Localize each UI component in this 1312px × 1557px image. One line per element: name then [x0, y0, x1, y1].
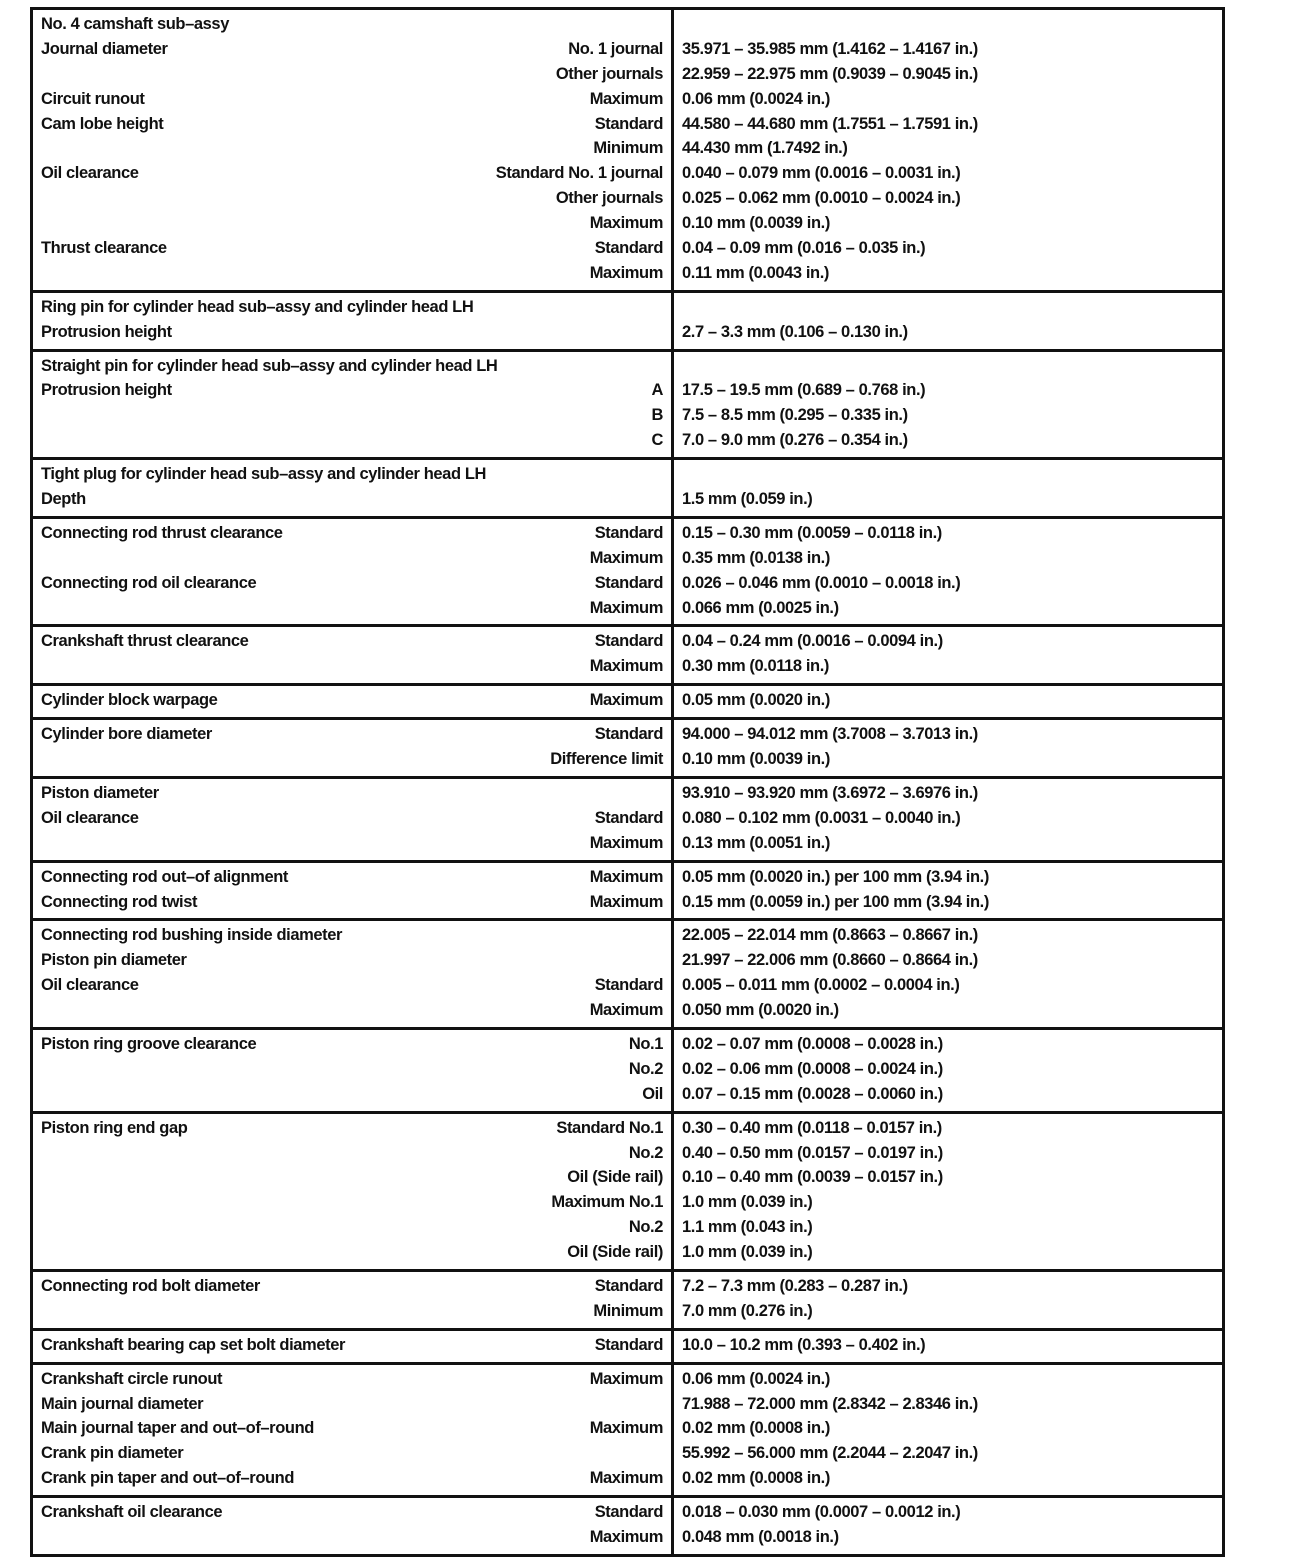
spec-value-line — [682, 1367, 1214, 1392]
spec-value-cell — [673, 1497, 1224, 1556]
spec-line — [41, 923, 663, 948]
spec-line — [41, 1441, 663, 1466]
spec-value: 0.025 – 0.062 mm (0.0010 – 0.0024 in.) — [682, 189, 961, 208]
spec-line — [41, 1190, 663, 1215]
spec-value-line — [682, 1215, 1214, 1240]
spec-line — [41, 403, 663, 428]
spec-value-line — [682, 629, 1214, 654]
spec-item-label: Oil clearance — [41, 976, 139, 995]
spec-section — [32, 685, 1224, 719]
spec-condition-label: B — [651, 406, 663, 425]
spec-value: 0.040 – 0.079 mm (0.0016 – 0.0031 in.) — [682, 164, 961, 183]
spec-item-label: Circuit runout — [41, 89, 145, 108]
spec-value-cell — [673, 291, 1224, 350]
spec-section — [32, 1497, 1224, 1556]
spec-value: 22.005 – 22.014 mm (0.8663 – 0.8667 in.) — [682, 926, 978, 945]
spec-condition-label: Standard — [594, 1276, 663, 1295]
spec-line — [41, 1416, 663, 1441]
spec-value-line — [682, 211, 1214, 236]
spec-label-cell — [32, 1329, 673, 1363]
spec-value: 0.10 mm (0.0039 in.) — [682, 750, 830, 769]
spec-value-line — [682, 37, 1214, 62]
spec-value-line — [682, 1057, 1214, 1082]
spec-label-cell — [32, 685, 673, 719]
spec-value-line — [682, 62, 1214, 87]
spec-value-cell — [673, 626, 1224, 685]
spec-value-cell — [673, 685, 1224, 719]
spec-line — [41, 948, 663, 973]
spec-item-label: Piston ring end gap — [41, 1118, 188, 1137]
spec-value-line — [682, 487, 1214, 512]
spec-label-cell — [32, 920, 673, 1029]
spec-line — [41, 1500, 663, 1525]
spec-value: 1.1 mm (0.043 in.) — [682, 1218, 813, 1237]
spec-item-label: Depth — [41, 490, 86, 509]
spec-value-line — [682, 1240, 1214, 1265]
spec-line — [41, 320, 663, 345]
spec-section — [32, 291, 1224, 350]
spec-line — [41, 37, 663, 62]
spec-value-line — [682, 1165, 1214, 1190]
spec-value: 0.15 mm (0.0059 in.) per 100 mm (3.94 in.) — [682, 892, 989, 911]
spec-value-line — [682, 1392, 1214, 1417]
spec-item-label: Connecting rod bushing inside diameter — [41, 926, 343, 945]
spec-value-line — [682, 320, 1214, 345]
spec-value: 1.0 mm (0.039 in.) — [682, 1193, 813, 1212]
spec-value-line — [682, 923, 1214, 948]
spec-condition-label: Oil — [642, 1084, 663, 1103]
spec-value-line — [682, 1525, 1214, 1550]
spec-section — [32, 9, 1224, 292]
spec-value: 0.40 – 0.50 mm (0.0157 – 0.0197 in.) — [682, 1143, 943, 1162]
spec-value: 94.000 – 94.012 mm (3.7008 – 3.7013 in.) — [682, 725, 978, 744]
spec-item-label: Ring pin for cylinder head sub–assy and cylinder head LH — [41, 297, 474, 316]
spec-value: 0.10 – 0.40 mm (0.0039 – 0.0157 in.) — [682, 1168, 943, 1187]
spec-line — [41, 629, 663, 654]
spec-line — [41, 1525, 663, 1550]
spec-value-line — [682, 428, 1214, 453]
spec-condition-label: Maximum No.1 — [551, 1193, 663, 1212]
spec-line — [41, 1141, 663, 1166]
spec-line — [41, 1032, 663, 1057]
spec-line — [41, 831, 663, 856]
spec-line — [41, 1392, 663, 1417]
spec-value-line — [682, 831, 1214, 856]
spec-value-line — [682, 948, 1214, 973]
spec-line — [41, 1274, 663, 1299]
spec-section — [32, 459, 1224, 518]
specification-table-body — [32, 9, 1224, 1556]
spec-line — [41, 487, 663, 512]
spec-line — [41, 236, 663, 261]
spec-value: 44.430 mm (1.7492 in.) — [682, 139, 848, 158]
spec-section — [32, 1329, 1224, 1363]
spec-value-line — [682, 136, 1214, 161]
spec-value: 7.5 – 8.5 mm (0.295 – 0.335 in.) — [682, 406, 908, 425]
spec-value-line — [682, 722, 1214, 747]
spec-item-label: Crank pin diameter — [41, 1444, 184, 1463]
spec-condition-label: Standard — [594, 632, 663, 651]
spec-value-cell — [673, 1329, 1224, 1363]
spec-condition-label: No.2 — [628, 1143, 663, 1162]
spec-line — [41, 1057, 663, 1082]
spec-line — [41, 890, 663, 915]
spec-line — [41, 462, 663, 487]
spec-value-line — [682, 1466, 1214, 1491]
spec-value-line — [682, 1274, 1214, 1299]
spec-condition-label: Maximum — [589, 867, 663, 886]
spec-line — [41, 378, 663, 403]
spec-section — [32, 517, 1224, 626]
spec-value-cell — [673, 719, 1224, 778]
spec-condition-label: C — [651, 431, 663, 450]
spec-line — [41, 571, 663, 596]
spec-value: 17.5 – 19.5 mm (0.689 – 0.768 in.) — [682, 381, 926, 400]
spec-item-label: Piston pin diameter — [41, 951, 187, 970]
spec-value-line — [682, 521, 1214, 546]
spec-value-cell — [673, 9, 1224, 292]
spec-item-label: Journal diameter — [41, 39, 168, 58]
spec-line — [41, 261, 663, 286]
spec-item-label: Tight plug for cylinder head sub–assy and cylinder head LH — [41, 465, 487, 484]
spec-line — [41, 722, 663, 747]
spec-value-line — [682, 462, 1214, 487]
spec-value: 55.992 – 56.000 mm (2.2044 – 2.2047 in.) — [682, 1444, 978, 1463]
spec-value-cell — [673, 459, 1224, 518]
spec-value: 0.02 mm (0.0008 in.) — [682, 1419, 830, 1438]
spec-condition-label: Maximum — [589, 657, 663, 676]
spec-label-cell — [32, 9, 673, 292]
spec-line — [41, 865, 663, 890]
spec-label-cell — [32, 291, 673, 350]
spec-value: 1.5 mm (0.059 in.) — [682, 490, 813, 509]
spec-value: 0.30 mm (0.0118 in.) — [682, 657, 830, 676]
spec-condition-label: Maximum — [589, 214, 663, 233]
spec-value: 0.07 – 0.15 mm (0.0028 – 0.0060 in.) — [682, 1084, 943, 1103]
spec-value: 7.2 – 7.3 mm (0.283 – 0.287 in.) — [682, 1276, 908, 1295]
spec-item-label: Cylinder block warpage — [41, 691, 218, 710]
spec-value: 7.0 mm (0.276 in.) — [682, 1301, 813, 1320]
spec-label-cell — [32, 517, 673, 626]
spec-value: 1.0 mm (0.039 in.) — [682, 1243, 813, 1262]
spec-value: 0.04 – 0.24 mm (0.0016 – 0.0094 in.) — [682, 632, 943, 651]
spec-item-label: Piston diameter — [41, 783, 159, 802]
spec-line — [41, 1165, 663, 1190]
spec-condition-label: Standard — [594, 523, 663, 542]
spec-condition-label: Standard — [594, 808, 663, 827]
spec-value: 21.997 – 22.006 mm (0.8660 – 0.8664 in.) — [682, 951, 978, 970]
spec-condition-label: Other journals — [555, 64, 663, 83]
spec-section — [32, 1270, 1224, 1329]
spec-condition-label: No. 1 journal — [568, 39, 663, 58]
spec-item-label: Connecting rod oil clearance — [41, 573, 257, 592]
spec-value-line — [682, 806, 1214, 831]
spec-line — [41, 806, 663, 831]
spec-value-cell — [673, 861, 1224, 920]
spec-line — [41, 1240, 663, 1265]
spec-value-line — [682, 261, 1214, 286]
spec-value: 0.30 – 0.40 mm (0.0118 – 0.0157 in.) — [682, 1118, 942, 1137]
spec-value-line — [682, 1500, 1214, 1525]
spec-value-line — [682, 1032, 1214, 1057]
spec-condition-label: Standard — [594, 573, 663, 592]
spec-condition-label: Maximum — [589, 691, 663, 710]
spec-condition-label: No.1 — [628, 1034, 663, 1053]
spec-item-label: Thrust clearance — [41, 239, 167, 258]
spec-section — [32, 1112, 1224, 1270]
spec-line — [41, 546, 663, 571]
spec-line — [41, 161, 663, 186]
spec-line — [41, 973, 663, 998]
spec-line — [41, 596, 663, 621]
spec-line — [41, 1082, 663, 1107]
spec-value: 44.580 – 44.680 mm (1.7551 – 1.7591 in.) — [682, 114, 978, 133]
spec-section — [32, 626, 1224, 685]
spec-value: 71.988 – 72.000 mm (2.8342 – 2.8346 in.) — [682, 1394, 978, 1413]
spec-value-line — [682, 112, 1214, 137]
spec-value: 0.06 mm (0.0024 in.) — [682, 1369, 830, 1388]
spec-value-cell — [673, 1270, 1224, 1329]
spec-line — [41, 688, 663, 713]
spec-section — [32, 719, 1224, 778]
spec-section — [32, 920, 1224, 1029]
spec-condition-label: Standard — [594, 1503, 663, 1522]
spec-value: 0.15 – 0.30 mm (0.0059 – 0.0118 in.) — [682, 523, 942, 542]
spec-condition-label: Maximum — [589, 833, 663, 852]
spec-condition-label: Oil (Side rail) — [567, 1243, 663, 1262]
spec-label-cell — [32, 777, 673, 861]
spec-condition-label: No.2 — [628, 1059, 663, 1078]
spec-value-line — [682, 571, 1214, 596]
spec-label-cell — [32, 719, 673, 778]
spec-line — [41, 1116, 663, 1141]
spec-value-line — [682, 596, 1214, 621]
spec-item-label: Crankshaft circle runout — [41, 1369, 223, 1388]
spec-value: 22.959 – 22.975 mm (0.9039 – 0.9045 in.) — [682, 64, 978, 83]
spec-value-line — [682, 1441, 1214, 1466]
spec-item-label: Main journal taper and out–of–round — [41, 1419, 314, 1438]
spec-label-cell — [32, 1497, 673, 1556]
spec-line — [41, 747, 663, 772]
spec-condition-label: Standard — [594, 1335, 663, 1354]
spec-condition-label: Maximum — [589, 1419, 663, 1438]
spec-value-line — [682, 186, 1214, 211]
spec-value: 0.080 – 0.102 mm (0.0031 – 0.0040 in.) — [682, 808, 961, 827]
spec-line — [41, 781, 663, 806]
spec-line — [41, 354, 663, 379]
spec-value-line — [682, 747, 1214, 772]
spec-item-label: Oil clearance — [41, 164, 139, 183]
spec-value: 0.026 – 0.046 mm (0.0010 – 0.0018 in.) — [682, 573, 961, 592]
spec-value-line — [682, 236, 1214, 261]
spec-value: 0.11 mm (0.0043 in.) — [682, 263, 830, 282]
spec-value-line — [682, 295, 1214, 320]
spec-line — [41, 654, 663, 679]
spec-condition-label: Standard — [594, 976, 663, 995]
spec-line — [41, 1333, 663, 1358]
spec-line — [41, 136, 663, 161]
spec-section — [32, 350, 1224, 459]
spec-item-label: Main journal diameter — [41, 1394, 204, 1413]
spec-line — [41, 1466, 663, 1491]
spec-condition-label: A — [651, 381, 663, 400]
spec-value-line — [682, 1416, 1214, 1441]
spec-line — [41, 998, 663, 1023]
spec-value: 0.05 mm (0.0020 in.) per 100 mm (3.94 in.) — [682, 867, 989, 886]
spec-value: 93.910 – 93.920 mm (3.6972 – 3.6976 in.) — [682, 783, 978, 802]
spec-value: 0.005 – 0.011 mm (0.0002 – 0.0004 in.) — [682, 976, 960, 995]
spec-item-label: Connecting rod out–of alignment — [41, 867, 288, 886]
spec-value-line — [682, 1116, 1214, 1141]
spec-value-line — [682, 1299, 1214, 1324]
spec-value-line — [682, 1190, 1214, 1215]
spec-value-cell — [673, 1028, 1224, 1112]
spec-condition-label: Maximum — [589, 892, 663, 911]
spec-label-cell — [32, 350, 673, 459]
spec-label-cell — [32, 861, 673, 920]
spec-condition-label: Minimum — [593, 1301, 663, 1320]
spec-condition-label: Maximum — [589, 1469, 663, 1488]
spec-value: 7.0 – 9.0 mm (0.276 – 0.354 in.) — [682, 431, 908, 450]
spec-value: 0.018 – 0.030 mm (0.0007 – 0.0012 in.) — [682, 1503, 961, 1522]
spec-value-line — [682, 403, 1214, 428]
spec-value-cell — [673, 350, 1224, 459]
spec-value: 0.35 mm (0.0138 in.) — [682, 548, 830, 567]
spec-item-label: Crank pin taper and out–of–round — [41, 1469, 295, 1488]
spec-value-line — [682, 161, 1214, 186]
spec-value: 0.048 mm (0.0018 in.) — [682, 1527, 839, 1546]
spec-condition-label: Standard — [594, 114, 663, 133]
spec-item-label: Crankshaft thrust clearance — [41, 632, 249, 651]
spec-value-line — [682, 1333, 1214, 1358]
spec-label-cell — [32, 459, 673, 518]
spec-condition-label: No.2 — [628, 1218, 663, 1237]
spec-label-cell — [32, 1112, 673, 1270]
spec-value: 10.0 – 10.2 mm (0.393 – 0.402 in.) — [682, 1335, 926, 1354]
spec-value-cell — [673, 1112, 1224, 1270]
spec-value: 35.971 – 35.985 mm (1.4162 – 1.4167 in.) — [682, 39, 978, 58]
spec-value: 0.02 mm (0.0008 in.) — [682, 1469, 830, 1488]
spec-item-label: Connecting rod bolt diameter — [41, 1276, 260, 1295]
spec-condition-label: Maximum — [589, 263, 663, 282]
spec-line — [41, 211, 663, 236]
spec-condition-label: Difference limit — [550, 750, 663, 769]
spec-condition-label: Maximum — [589, 1001, 663, 1020]
spec-line — [41, 1299, 663, 1324]
spec-line — [41, 295, 663, 320]
spec-item-label: Connecting rod thrust clearance — [41, 523, 283, 542]
spec-value-cell — [673, 1363, 1224, 1496]
spec-condition-label: Maximum — [589, 1527, 663, 1546]
spec-value-line — [682, 890, 1214, 915]
spec-section — [32, 1028, 1224, 1112]
spec-condition-label: Oil (Side rail) — [567, 1168, 663, 1187]
spec-condition-label: Standard — [594, 239, 663, 258]
spec-value-line — [682, 1082, 1214, 1107]
spec-value-line — [682, 87, 1214, 112]
spec-line — [41, 428, 663, 453]
spec-condition-label: Minimum — [593, 139, 663, 158]
spec-line — [41, 87, 663, 112]
spec-section — [32, 861, 1224, 920]
spec-value: 0.02 – 0.06 mm (0.0008 – 0.0024 in.) — [682, 1059, 943, 1078]
spec-item-label: Straight pin for cylinder head sub–assy and cylinder head LH — [41, 356, 498, 375]
specification-table — [30, 7, 1225, 1557]
spec-value-line — [682, 12, 1214, 37]
spec-condition-label: Maximum — [589, 89, 663, 108]
spec-value-cell — [673, 777, 1224, 861]
spec-line — [41, 112, 663, 137]
spec-item-label: Connecting rod twist — [41, 892, 198, 911]
spec-condition-label: Maximum — [589, 548, 663, 567]
spec-line — [41, 1367, 663, 1392]
spec-value-line — [682, 998, 1214, 1023]
spec-condition-label: Standard No. 1 journal — [495, 164, 663, 183]
spec-value: 0.13 mm (0.0051 in.) — [682, 833, 830, 852]
spec-condition-label: Standard — [594, 725, 663, 744]
spec-value-cell — [673, 920, 1224, 1029]
spec-value-line — [682, 546, 1214, 571]
spec-value: 0.02 – 0.07 mm (0.0008 – 0.0028 in.) — [682, 1034, 943, 1053]
spec-value: 2.7 – 3.3 mm (0.106 – 0.130 in.) — [682, 322, 908, 341]
spec-item-label: Oil clearance — [41, 808, 139, 827]
spec-value-cell — [673, 517, 1224, 626]
spec-line — [41, 62, 663, 87]
spec-value-line — [682, 354, 1214, 379]
spec-label-cell — [32, 626, 673, 685]
spec-line — [41, 186, 663, 211]
spec-item-label: Protrusion height — [41, 322, 172, 341]
spec-value-line — [682, 1141, 1214, 1166]
spec-item-label: Protrusion height — [41, 381, 172, 400]
spec-condition-label: Maximum — [589, 1369, 663, 1388]
spec-condition-label: Standard No.1 — [556, 1118, 663, 1137]
spec-line — [41, 12, 663, 37]
spec-value: 0.10 mm (0.0039 in.) — [682, 214, 830, 233]
spec-label-cell — [32, 1270, 673, 1329]
spec-line — [41, 1215, 663, 1240]
spec-label-cell — [32, 1363, 673, 1496]
spec-value-line — [682, 688, 1214, 713]
spec-item-label: No. 4 camshaft sub–assy — [41, 15, 229, 33]
spec-value: 0.05 mm (0.0020 in.) — [682, 691, 830, 710]
spec-label-cell — [32, 1028, 673, 1112]
spec-value: 0.066 mm (0.0025 in.) — [682, 598, 839, 617]
spec-value: 0.04 – 0.09 mm (0.016 – 0.035 in.) — [682, 239, 926, 258]
spec-item-label: Piston ring groove clearance — [41, 1034, 257, 1053]
spec-section — [32, 1363, 1224, 1496]
spec-section — [32, 777, 1224, 861]
spec-value-line — [682, 378, 1214, 403]
spec-item-label: Crankshaft oil clearance — [41, 1503, 223, 1522]
spec-value-line — [682, 654, 1214, 679]
spec-item-label: Cylinder bore diameter — [41, 725, 212, 744]
spec-condition-label: Other journals — [555, 189, 663, 208]
spec-value: 0.050 mm (0.0020 in.) — [682, 1001, 839, 1020]
spec-item-label: Crankshaft bearing cap set bolt diameter — [41, 1335, 346, 1354]
spec-value: 0.06 mm (0.0024 in.) — [682, 89, 830, 108]
spec-condition-label: Maximum — [589, 598, 663, 617]
spec-value-line — [682, 781, 1214, 806]
spec-item-label: Cam lobe height — [41, 114, 164, 133]
spec-value-line — [682, 973, 1214, 998]
spec-line — [41, 521, 663, 546]
spec-value-line — [682, 865, 1214, 890]
